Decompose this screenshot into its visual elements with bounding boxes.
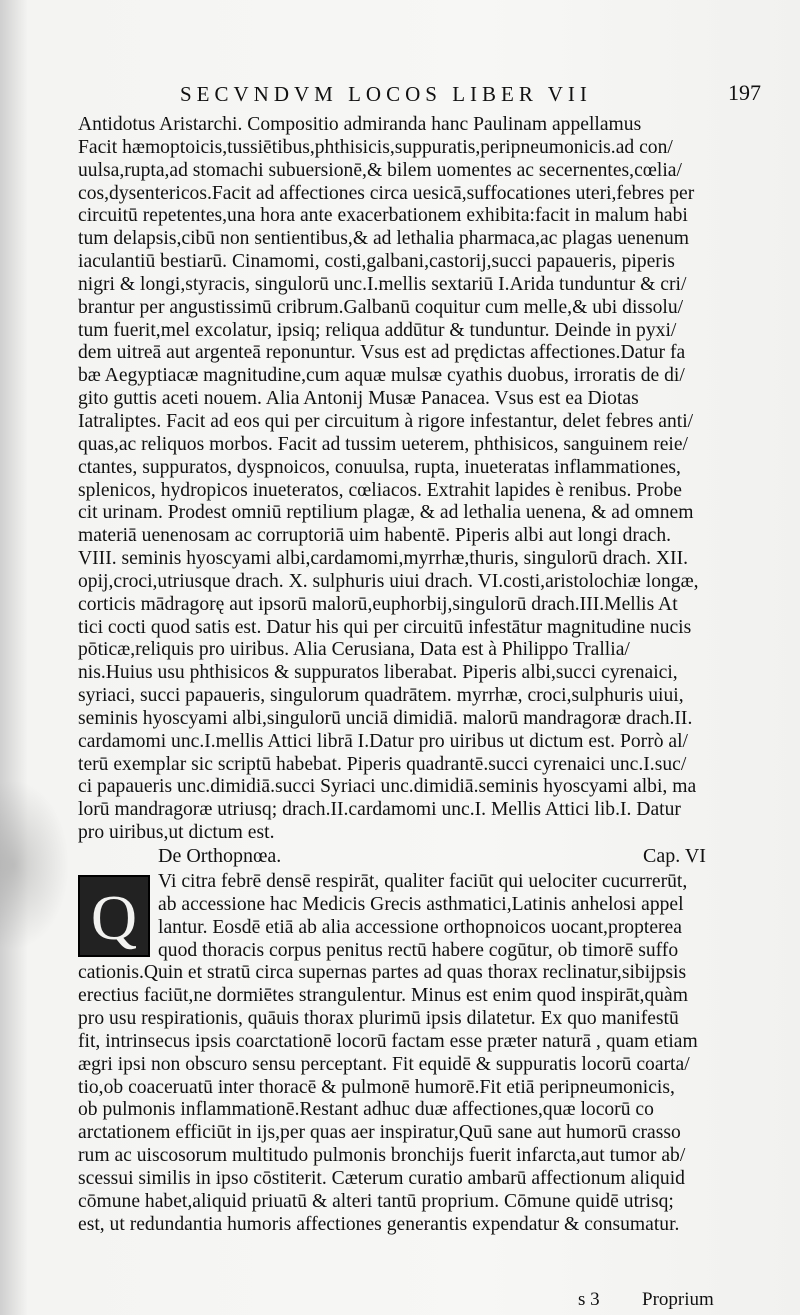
text-line: ob pulmonis inflammationē.Restant adhuc duæ affectiones,quæ locorū co (78, 1099, 654, 1121)
text-line: nigri & longi,styracis, singulorū unc.I.mellis sextariū I.Arida tunduntur & cri/ (78, 273, 687, 295)
text-line: materiā uenenosam ac corruptoriā uim habentē. Piperis albi aut longi drach. (78, 525, 672, 547)
decorated-initial: Q (78, 875, 150, 957)
text-line: corticis mādragorę aut ipsorū malorū,euphorbij,singulorū drach.III.Mellis At (78, 593, 678, 615)
text-line: VIII. seminis hyoscyami albi,cardamomi,myrrhæ,thuris, singulorū drach. XII. (78, 548, 688, 570)
text-line: splenicos, hydropicos inueteratos, cœliacos. Extrahit lapides è renibus. Probe (78, 479, 682, 501)
text-line: Antidotus Aristarchi. Compositio admiranda hanc Paulinam appellamus (78, 114, 642, 135)
text-line: gito guttis aceti nouem. Alia Antonij Musæ Panacea. Vsus est ea Diotas (78, 388, 639, 410)
text-line: ctantes, suppuratos, dyspnoicos, conuulsa, rupta, inueteratas inflammationes, (78, 456, 681, 478)
text-line: pōticæ,reliquis pro uiribus. Alia Cerusiana, Data est à Philippo Trallia/ (78, 639, 630, 661)
text-line: tum delapsis,cibū non sentientibus,& ad lethalia pharmaca,ac plagas uenenum (78, 228, 690, 250)
text-line: lantur. Eosdē etiā ab alia accessione orthopnoicos uocant,propterea (158, 916, 682, 938)
text-line: tici cocti quod satis est. Datur his qui per circuitū infestātur magnitudine nucis (78, 616, 692, 638)
text-line: terū exemplar sic scriptū habebat. Piperis quadrantē.succi cyrenaici unc.I.suc/ (78, 753, 687, 775)
text-line: iaculantiū bestiarū. Cinamomi, costi,galbani,castorij,succi papaueris, piperis (78, 251, 675, 273)
text-line: ægri ipsi non obscuro sensu perceptant. Fit equidē & suppuratis locorū coarta/ (78, 1053, 690, 1075)
text-line: lorū mandragoræ utriusq; drach.II.cardamomi unc.I. Mellis Attici lib.I. Datur (78, 799, 681, 821)
text-line: uulsa,rupta,ad stomachi subuersionē,& bilem uomentes ac secernentes,cœlia/ (78, 159, 682, 181)
catchword: Proprium (642, 1289, 714, 1310)
text-line: scessui similis in ipso cōstiterit. Cæterum curatio ambarū affectionum aliquid (78, 1167, 685, 1189)
running-head: SECVNDVM LOCOS LIBER VII (180, 82, 592, 106)
text-block-orthopnoea (78, 871, 768, 1237)
text-line: arctationem efficiūt in ijs,per quas aer inspiratur,Quū sane aut humorū crasso (78, 1122, 681, 1144)
text-line: ab accessione hac Medicis Grecis asthmatici,Latinis anhelosi appel (158, 893, 684, 915)
text-line: fit, intrinsecus ipsis coarctationē locorū factam esse præter naturā , quam etiam (78, 1030, 698, 1052)
text-line: quod thoracis corpus penitus rectū habere cogūtur, ob timorē suffo (158, 939, 679, 961)
chapter-number: Cap. VI (643, 845, 706, 867)
text-line: ci papaueris unc.dimidiā.succi Syriaci unc.dimidiā.seminis hyoscyami albi, ma (78, 776, 697, 798)
text-line: pro usu respirationis, quāuis thorax plurimū ipsis dilatetur. Ex quo manifestū (78, 1008, 679, 1030)
chapter-title: De Orthopnœa. (158, 845, 282, 867)
text-block-antidotes (78, 114, 768, 845)
text-line: tio,ob coaceruatū inter thoracē & pulmonē humorē.Fit etiā peripneumonicis, (78, 1076, 675, 1098)
text-line: cos,dysentericos.Facit ad affectiones circa uesicā,suffocationes uteri,febres per (78, 182, 695, 204)
text-line: dem uitreā aut argenteā reponuntur. Vsus est ad prędictas affectiones.Datur fa (78, 342, 686, 364)
text-line: cōmune habet,aliquid priuatū & alteri tantū proprium. Cōmune quidē utrisq; (78, 1190, 674, 1212)
text-line: cardamomi unc.I.mellis Attici librā I.Datur pro uiribus ut dictum est. Porrò al/ (78, 730, 688, 752)
text-line: syriaci, succi papaueris, singulorum quadrātem. myrrhæ, croci,sulphuris uiui, (78, 685, 684, 707)
text-line: tum fuerit,mel excolatur, ipsiq; reliqua addūtur & tunduntur. Deinde in pyxi/ (78, 319, 677, 341)
text-line: nis.Huius usu phthisicos & suppuratos liberabat. Piperis albi,succi cyrenaici, (78, 662, 678, 684)
water-stain (0, 780, 70, 950)
text-line: est, ut redundantia humoris affectiones generantis expendatur & consumatur. (78, 1213, 680, 1235)
text-line: Vi citra febrē densē respirāt, qualiter faciūt qui uelociter cucurrerūt, (158, 871, 688, 892)
text-line: opij,croci,utriusque drach. X. sulphuris uiui drach. VI.costi,aristolochiæ longæ, (78, 570, 699, 592)
text-line: cit urinam. Prodest omniū reptilium plagæ, & ad lethalia uenena, & ad omnem (78, 502, 694, 524)
text-line: cationis.Quin et stratū circa supernas partes ad quas thorax reclinatur,sibijpsis (78, 962, 687, 984)
signature-mark: s 3 (578, 1289, 600, 1310)
text-line: Iatraliptes. Facit ad eos qui per circuitum à rigore infestantur, delet febres anti/ (78, 410, 694, 432)
text-line: circuitū repetentes,una hora ante exacerbationem exhibita:facit in malum habi (78, 205, 688, 227)
chapter-heading (78, 845, 768, 871)
text-line: seminis hyoscyami albi,singulorū unciā dimidiā. malorū mandragoræ drach.II. (78, 707, 693, 729)
text-line: Facit hæmoptoicis,tussiētibus,phthisicis,suppuratis,peripneumonicis.ad con/ (78, 136, 673, 158)
text-line: erectius faciūt,ne dormiētes strangulentur. Minus est enim quod inspirāt,quàm (78, 985, 688, 1007)
main-text (78, 114, 768, 1237)
text-line: pro uiribus,ut dictum est. (78, 822, 275, 844)
text-line: quas,ac reliquos morbos. Facit ad tussim ueterem, phthisicos, sanguinem reie/ (78, 433, 688, 455)
text-line: rum ac uiscosorum multitudo pulmonis bronchijs fuerit infarcta,aut tumor ab/ (78, 1145, 686, 1167)
text-line: brantur per angustissimū cribrum.Galbanū coquitur cum melle,& ubi dissolu/ (78, 296, 684, 318)
page-number: 197 (728, 80, 761, 105)
text-line: bæ Aegyptiacæ magnitudine,cum aquæ mulsæ cyathis duobus, irroratis de di/ (78, 365, 685, 387)
